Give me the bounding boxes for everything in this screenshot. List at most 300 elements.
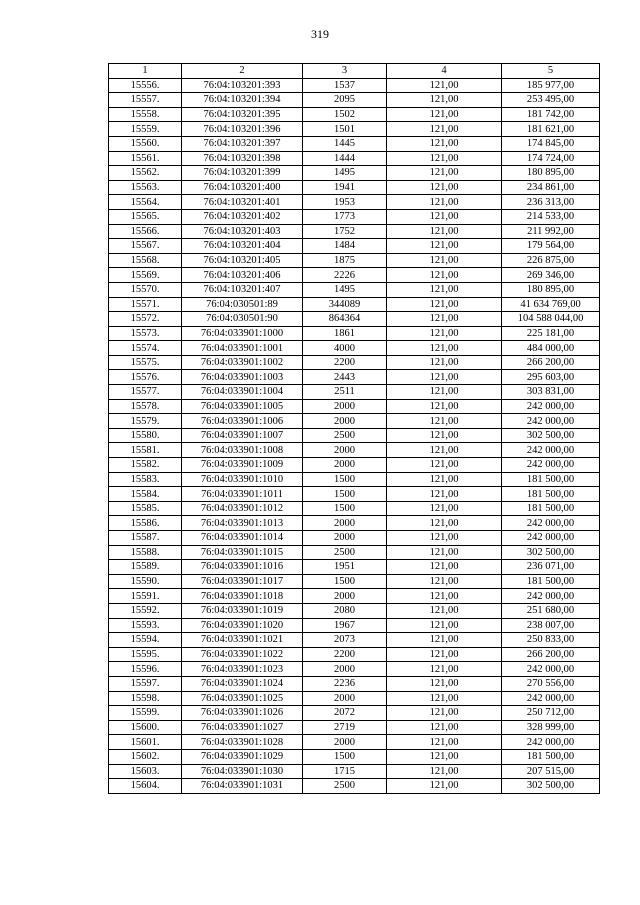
- cadastral-number-cell: 76:04:033901:1020: [182, 618, 303, 633]
- rate-cell: 121,00: [387, 545, 502, 560]
- row-number-cell: 15589.: [109, 560, 182, 575]
- cadastral-number-cell: 76:04:033901:1022: [182, 647, 303, 662]
- cadastral-number-cell: 76:04:033901:1002: [182, 355, 303, 370]
- area-cell: 2200: [303, 647, 387, 662]
- rate-cell: 121,00: [387, 93, 502, 108]
- rate-cell: 121,00: [387, 399, 502, 414]
- cadastral-number-cell: 76:04:103201:406: [182, 268, 303, 283]
- value-cell: 302 500,00: [502, 545, 600, 560]
- area-cell: 2080: [303, 603, 387, 618]
- table-row: [109, 458, 600, 473]
- cadastral-number-cell: 76:04:033901:1001: [182, 341, 303, 356]
- row-number-cell: 15557.: [109, 93, 182, 108]
- cadastral-number-cell: 76:04:033901:1006: [182, 414, 303, 429]
- cadastral-number-cell: 76:04:033901:1011: [182, 487, 303, 502]
- row-number-cell: 15562.: [109, 166, 182, 181]
- row-number-cell: 15570.: [109, 282, 182, 297]
- cadastral-number-cell: 76:04:103201:395: [182, 107, 303, 122]
- row-number-cell: 15598.: [109, 691, 182, 706]
- rate-cell: 121,00: [387, 195, 502, 210]
- rate-cell: 121,00: [387, 166, 502, 181]
- cadastral-number-cell: 76:04:103201:397: [182, 136, 303, 151]
- cadastral-number-cell: 76:04:033901:1025: [182, 691, 303, 706]
- table-row: [109, 589, 600, 604]
- area-cell: 1500: [303, 472, 387, 487]
- rate-cell: 121,00: [387, 691, 502, 706]
- table-row: [109, 399, 600, 414]
- area-cell: 2719: [303, 720, 387, 735]
- value-cell: 181 500,00: [502, 749, 600, 764]
- value-cell: 266 200,00: [502, 355, 600, 370]
- cadastral-number-cell: 76:04:103201:402: [182, 209, 303, 224]
- value-cell: 242 000,00: [502, 589, 600, 604]
- row-number-cell: 15591.: [109, 589, 182, 604]
- cadastral-number-cell: 76:04:033901:1010: [182, 472, 303, 487]
- area-cell: 1500: [303, 501, 387, 516]
- rate-cell: 121,00: [387, 180, 502, 195]
- value-cell: 269 346,00: [502, 268, 600, 283]
- row-number-cell: 15579.: [109, 414, 182, 429]
- rate-cell: 121,00: [387, 706, 502, 721]
- area-cell: 2500: [303, 545, 387, 560]
- cadastral-number-cell: 76:04:033901:1023: [182, 662, 303, 677]
- column-header: 1: [109, 64, 182, 79]
- cadastral-number-cell: 76:04:103201:403: [182, 224, 303, 239]
- area-cell: 1445: [303, 136, 387, 151]
- table-row: [109, 268, 600, 283]
- table-row: [109, 516, 600, 531]
- area-cell: 2000: [303, 662, 387, 677]
- value-cell: 236 071,00: [502, 560, 600, 575]
- rate-cell: 121,00: [387, 312, 502, 327]
- cadastral-number-cell: 76:04:033901:1017: [182, 574, 303, 589]
- value-cell: 41 634 769,00: [502, 297, 600, 312]
- value-cell: 302 500,00: [502, 779, 600, 794]
- rate-cell: 121,00: [387, 209, 502, 224]
- area-cell: 1500: [303, 749, 387, 764]
- rate-cell: 121,00: [387, 78, 502, 93]
- table-row: [109, 370, 600, 385]
- table-row: [109, 531, 600, 546]
- table-row: [109, 662, 600, 677]
- table-row: [109, 209, 600, 224]
- row-number-cell: 15582.: [109, 458, 182, 473]
- table-row: [109, 720, 600, 735]
- value-cell: 242 000,00: [502, 691, 600, 706]
- area-cell: 1500: [303, 487, 387, 502]
- cadastral-number-cell: 76:04:033901:1012: [182, 501, 303, 516]
- rate-cell: 121,00: [387, 779, 502, 794]
- rate-cell: 121,00: [387, 501, 502, 516]
- table-row: [109, 706, 600, 721]
- rate-cell: 121,00: [387, 603, 502, 618]
- cadastral-number-cell: 76:04:033901:1019: [182, 603, 303, 618]
- rate-cell: 121,00: [387, 355, 502, 370]
- rate-cell: 121,00: [387, 268, 502, 283]
- rate-cell: 121,00: [387, 487, 502, 502]
- area-cell: 2443: [303, 370, 387, 385]
- rate-cell: 121,00: [387, 472, 502, 487]
- cadastral-number-cell: 76:04:103201:399: [182, 166, 303, 181]
- value-cell: 242 000,00: [502, 458, 600, 473]
- rate-cell: 121,00: [387, 253, 502, 268]
- rate-cell: 121,00: [387, 647, 502, 662]
- table-row: [109, 501, 600, 516]
- page-number: 319: [311, 27, 329, 41]
- rate-cell: 121,00: [387, 326, 502, 341]
- cadastral-number-cell: 76:04:033901:1008: [182, 443, 303, 458]
- rate-cell: 121,00: [387, 764, 502, 779]
- cadastral-number-cell: 76:04:033901:1016: [182, 560, 303, 575]
- area-cell: 2000: [303, 399, 387, 414]
- row-number-cell: 15596.: [109, 662, 182, 677]
- table-row: [109, 355, 600, 370]
- rate-cell: 121,00: [387, 516, 502, 531]
- area-cell: 1715: [303, 764, 387, 779]
- row-number-cell: 15593.: [109, 618, 182, 633]
- cadastral-number-cell: 76:04:033901:1014: [182, 531, 303, 546]
- value-cell: 104 588 044,00: [502, 312, 600, 327]
- area-cell: 2236: [303, 676, 387, 691]
- area-cell: 1537: [303, 78, 387, 93]
- cadastral-number-cell: 76:04:033901:1007: [182, 428, 303, 443]
- table-body: [109, 78, 600, 793]
- cadastral-number-cell: 76:04:103201:396: [182, 122, 303, 137]
- table-row: [109, 428, 600, 443]
- table-row: [109, 385, 600, 400]
- cadastral-number-cell: 76:04:103201:398: [182, 151, 303, 166]
- row-number-cell: 15561.: [109, 151, 182, 166]
- area-cell: 344089: [303, 297, 387, 312]
- row-number-cell: 15574.: [109, 341, 182, 356]
- rate-cell: 121,00: [387, 341, 502, 356]
- area-cell: 2000: [303, 516, 387, 531]
- row-number-cell: 15603.: [109, 764, 182, 779]
- area-cell: 2000: [303, 443, 387, 458]
- area-cell: 1484: [303, 239, 387, 254]
- table-row: [109, 239, 600, 254]
- cadastral-number-cell: 76:04:033901:1015: [182, 545, 303, 560]
- rate-cell: 121,00: [387, 224, 502, 239]
- row-number-cell: 15601.: [109, 735, 182, 750]
- cadastral-number-cell: 76:04:033901:1021: [182, 633, 303, 648]
- cadastral-number-cell: 76:04:033901:1026: [182, 706, 303, 721]
- rate-cell: 121,00: [387, 618, 502, 633]
- value-cell: 181 500,00: [502, 501, 600, 516]
- table-row: [109, 443, 600, 458]
- row-number-cell: 15560.: [109, 136, 182, 151]
- column-header: 4: [387, 64, 502, 79]
- table-row: [109, 78, 600, 93]
- cadastral-number-cell: 76:04:033901:1018: [182, 589, 303, 604]
- row-number-cell: 15583.: [109, 472, 182, 487]
- rate-cell: 121,00: [387, 749, 502, 764]
- area-cell: 2200: [303, 355, 387, 370]
- value-cell: 266 200,00: [502, 647, 600, 662]
- table-row: [109, 312, 600, 327]
- rate-cell: 121,00: [387, 239, 502, 254]
- cadastral-number-cell: 76:04:030501:90: [182, 312, 303, 327]
- value-cell: 181 500,00: [502, 472, 600, 487]
- table-row: [109, 341, 600, 356]
- value-cell: 174 724,00: [502, 151, 600, 166]
- value-cell: 242 000,00: [502, 516, 600, 531]
- value-cell: 242 000,00: [502, 399, 600, 414]
- table-row: [109, 93, 600, 108]
- rate-cell: 121,00: [387, 574, 502, 589]
- row-number-cell: 15578.: [109, 399, 182, 414]
- rate-cell: 121,00: [387, 297, 502, 312]
- rate-cell: 121,00: [387, 720, 502, 735]
- row-number-cell: 15566.: [109, 224, 182, 239]
- value-cell: 242 000,00: [502, 735, 600, 750]
- row-number-cell: 15556.: [109, 78, 182, 93]
- value-cell: 251 680,00: [502, 603, 600, 618]
- row-number-cell: 15559.: [109, 122, 182, 137]
- table-row: [109, 326, 600, 341]
- row-number-cell: 15569.: [109, 268, 182, 283]
- table-row: [109, 647, 600, 662]
- value-cell: 250 712,00: [502, 706, 600, 721]
- value-cell: 180 895,00: [502, 166, 600, 181]
- table-row: [109, 282, 600, 297]
- row-number-cell: 15572.: [109, 312, 182, 327]
- area-cell: 1495: [303, 166, 387, 181]
- column-header: 5: [502, 64, 600, 79]
- cadastral-number-cell: 76:04:033901:1028: [182, 735, 303, 750]
- rate-cell: 121,00: [387, 676, 502, 691]
- row-number-cell: 15571.: [109, 297, 182, 312]
- table-row: [109, 487, 600, 502]
- value-cell: 270 556,00: [502, 676, 600, 691]
- area-cell: 1501: [303, 122, 387, 137]
- table-row: [109, 253, 600, 268]
- area-cell: 1502: [303, 107, 387, 122]
- value-cell: 185 977,00: [502, 78, 600, 93]
- cadastral-number-cell: 76:04:033901:1005: [182, 399, 303, 414]
- row-number-cell: 15580.: [109, 428, 182, 443]
- cadastral-number-cell: 76:04:033901:1024: [182, 676, 303, 691]
- row-number-cell: 15594.: [109, 633, 182, 648]
- cadastral-number-cell: 76:04:033901:1003: [182, 370, 303, 385]
- value-cell: 242 000,00: [502, 414, 600, 429]
- column-header: 2: [182, 64, 303, 79]
- table-row: [109, 297, 600, 312]
- cadastral-number-cell: 76:04:033901:1013: [182, 516, 303, 531]
- table-row: [109, 633, 600, 648]
- row-number-cell: 15576.: [109, 370, 182, 385]
- cadastral-number-cell: 76:04:033901:1029: [182, 749, 303, 764]
- table-row: [109, 545, 600, 560]
- area-cell: 1500: [303, 574, 387, 589]
- table-row: [109, 224, 600, 239]
- row-number-cell: 15573.: [109, 326, 182, 341]
- table-row: [109, 764, 600, 779]
- data-table: [108, 63, 600, 794]
- value-cell: 226 875,00: [502, 253, 600, 268]
- rate-cell: 121,00: [387, 560, 502, 575]
- value-cell: 174 845,00: [502, 136, 600, 151]
- value-cell: 242 000,00: [502, 662, 600, 677]
- header-row: [109, 64, 600, 79]
- value-cell: 242 000,00: [502, 531, 600, 546]
- rate-cell: 121,00: [387, 531, 502, 546]
- value-cell: 484 000,00: [502, 341, 600, 356]
- row-number-cell: 15575.: [109, 355, 182, 370]
- row-number-cell: 15600.: [109, 720, 182, 735]
- area-cell: 2000: [303, 691, 387, 706]
- area-cell: 1953: [303, 195, 387, 210]
- row-number-cell: 15567.: [109, 239, 182, 254]
- area-cell: 1875: [303, 253, 387, 268]
- row-number-cell: 15592.: [109, 603, 182, 618]
- value-cell: 238 007,00: [502, 618, 600, 633]
- rate-cell: 121,00: [387, 428, 502, 443]
- value-cell: 225 181,00: [502, 326, 600, 341]
- value-cell: 181 621,00: [502, 122, 600, 137]
- value-cell: 303 831,00: [502, 385, 600, 400]
- area-cell: 2500: [303, 428, 387, 443]
- row-number-cell: 15602.: [109, 749, 182, 764]
- rate-cell: 121,00: [387, 122, 502, 137]
- value-cell: 179 564,00: [502, 239, 600, 254]
- cadastral-number-cell: 76:04:033901:1000: [182, 326, 303, 341]
- rate-cell: 121,00: [387, 136, 502, 151]
- rate-cell: 121,00: [387, 414, 502, 429]
- area-cell: 2000: [303, 531, 387, 546]
- value-cell: 328 999,00: [502, 720, 600, 735]
- table-row: [109, 779, 600, 794]
- row-number-cell: 15599.: [109, 706, 182, 721]
- area-cell: 1773: [303, 209, 387, 224]
- table-row: [109, 151, 600, 166]
- area-cell: 2511: [303, 385, 387, 400]
- value-cell: 302 500,00: [502, 428, 600, 443]
- rate-cell: 121,00: [387, 282, 502, 297]
- value-cell: 181 742,00: [502, 107, 600, 122]
- cadastral-number-cell: 76:04:103201:394: [182, 93, 303, 108]
- value-cell: 214 533,00: [502, 209, 600, 224]
- table-row: [109, 122, 600, 137]
- rate-cell: 121,00: [387, 151, 502, 166]
- area-cell: 4000: [303, 341, 387, 356]
- row-number-cell: 15585.: [109, 501, 182, 516]
- row-number-cell: 15588.: [109, 545, 182, 560]
- rate-cell: 121,00: [387, 443, 502, 458]
- row-number-cell: 15581.: [109, 443, 182, 458]
- rate-cell: 121,00: [387, 370, 502, 385]
- cadastral-number-cell: 76:04:030501:89: [182, 297, 303, 312]
- value-cell: 181 500,00: [502, 487, 600, 502]
- table-row: [109, 603, 600, 618]
- row-number-cell: 15586.: [109, 516, 182, 531]
- table-row: [109, 414, 600, 429]
- value-cell: 234 861,00: [502, 180, 600, 195]
- cadastral-number-cell: 76:04:033901:1027: [182, 720, 303, 735]
- area-cell: 2000: [303, 414, 387, 429]
- cadastral-number-cell: 76:04:033901:1031: [182, 779, 303, 794]
- row-number-cell: 15587.: [109, 531, 182, 546]
- rate-cell: 121,00: [387, 662, 502, 677]
- row-number-cell: 15565.: [109, 209, 182, 224]
- area-cell: 1495: [303, 282, 387, 297]
- table-row: [109, 180, 600, 195]
- cadastral-number-cell: 76:04:103201:393: [182, 78, 303, 93]
- value-cell: 236 313,00: [502, 195, 600, 210]
- area-cell: 2072: [303, 706, 387, 721]
- row-number-cell: 15590.: [109, 574, 182, 589]
- rate-cell: 121,00: [387, 735, 502, 750]
- area-cell: 1752: [303, 224, 387, 239]
- rate-cell: 121,00: [387, 633, 502, 648]
- row-number-cell: 15568.: [109, 253, 182, 268]
- value-cell: 207 515,00: [502, 764, 600, 779]
- cadastral-number-cell: 76:04:103201:405: [182, 253, 303, 268]
- table-row: [109, 560, 600, 575]
- rate-cell: 121,00: [387, 589, 502, 604]
- table-row: [109, 749, 600, 764]
- value-cell: 242 000,00: [502, 443, 600, 458]
- row-number-cell: 15597.: [109, 676, 182, 691]
- row-number-cell: 15558.: [109, 107, 182, 122]
- area-cell: 1941: [303, 180, 387, 195]
- area-cell: 1967: [303, 618, 387, 633]
- row-number-cell: 15604.: [109, 779, 182, 794]
- value-cell: 181 500,00: [502, 574, 600, 589]
- value-cell: 180 895,00: [502, 282, 600, 297]
- table-row: [109, 735, 600, 750]
- column-header: 3: [303, 64, 387, 79]
- row-number-cell: 15563.: [109, 180, 182, 195]
- area-cell: 864364: [303, 312, 387, 327]
- area-cell: 2000: [303, 458, 387, 473]
- table-row: [109, 136, 600, 151]
- area-cell: 1951: [303, 560, 387, 575]
- value-cell: 250 833,00: [502, 633, 600, 648]
- table-row: [109, 618, 600, 633]
- cadastral-number-cell: 76:04:033901:1030: [182, 764, 303, 779]
- table-row: [109, 574, 600, 589]
- cadastral-number-cell: 76:04:033901:1004: [182, 385, 303, 400]
- area-cell: 2226: [303, 268, 387, 283]
- area-cell: 2073: [303, 633, 387, 648]
- row-number-cell: 15595.: [109, 647, 182, 662]
- cadastral-number-cell: 76:04:103201:401: [182, 195, 303, 210]
- table-row: [109, 195, 600, 210]
- cadastral-number-cell: 76:04:103201:407: [182, 282, 303, 297]
- table-row: [109, 676, 600, 691]
- table-row: [109, 472, 600, 487]
- rate-cell: 121,00: [387, 458, 502, 473]
- row-number-cell: 15577.: [109, 385, 182, 400]
- table-row: [109, 691, 600, 706]
- area-cell: 1444: [303, 151, 387, 166]
- value-cell: 211 992,00: [502, 224, 600, 239]
- rate-cell: 121,00: [387, 107, 502, 122]
- table-row: [109, 166, 600, 181]
- area-cell: 2000: [303, 589, 387, 604]
- value-cell: 295 603,00: [502, 370, 600, 385]
- area-cell: 1861: [303, 326, 387, 341]
- area-cell: 2095: [303, 93, 387, 108]
- rate-cell: 121,00: [387, 385, 502, 400]
- area-cell: 2500: [303, 779, 387, 794]
- table-row: [109, 107, 600, 122]
- cadastral-number-cell: 76:04:103201:404: [182, 239, 303, 254]
- row-number-cell: 15564.: [109, 195, 182, 210]
- cadastral-number-cell: 76:04:033901:1009: [182, 458, 303, 473]
- area-cell: 2000: [303, 735, 387, 750]
